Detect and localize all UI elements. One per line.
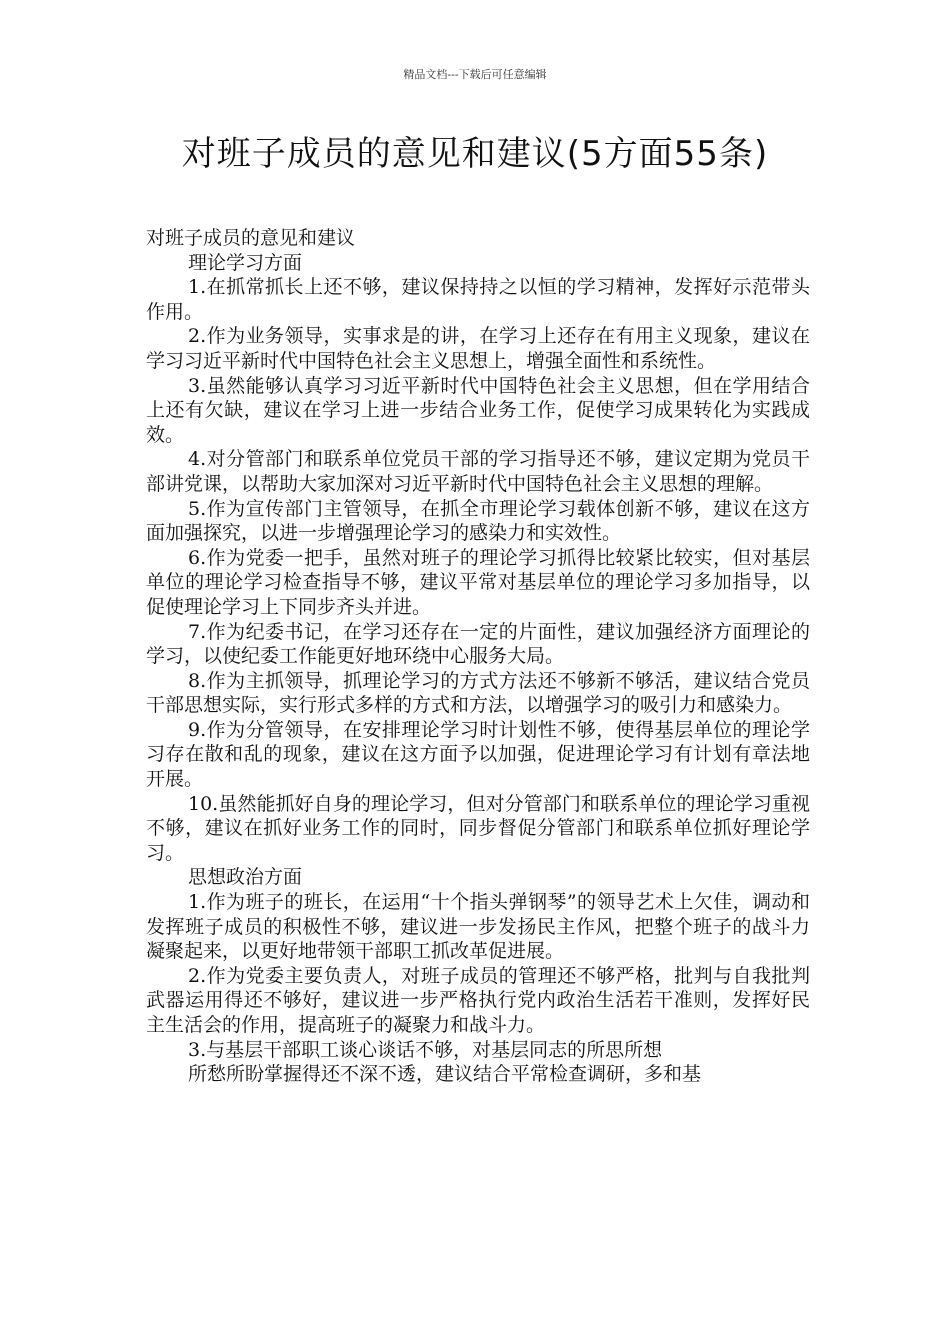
list-item: 所愁所盼掌握得还不深不透，建议结合平常检查调研，多和基 — [188, 1063, 702, 1086]
list-item: 3.虽然能够认真学习习近平新时代中国特色社会主义思想，但在学用结合上还有欠缺，建议在学习上进一步结合业务工作，促使学习成果转化为实践成效。 — [146, 374, 810, 446]
document-title: 对班子成员的意见和建议(5方面55条) — [181, 134, 769, 174]
list-item: 1.在抓常抓长上还不够，建议保持持之以恒的学习精神，发挥好示范带头作用。 — [146, 276, 810, 323]
list-item: 2.作为业务领导，实事求是的讲，在学习上还存在有用主义现象，建议在学习习近平新时代中国特色社会主义思想上，增强全面性和系统性。 — [146, 325, 810, 372]
list-item: 5.作为宣传部门主管领导，在抓全市理论学习载体创新不够，建议在这方面加强探究，以进一步增强理论学习的感染力和实效性。 — [146, 497, 810, 545]
section-heading-political: 思想政治方面 — [188, 866, 303, 889]
list-item: 9.作为分管领导，在安排理论学习时计划性不够，使得基层单位的理论学习存在散和乱的现象，建议在这方面予以加强，促进理论学习有计划有章法地开展。 — [146, 718, 810, 791]
section-heading-theory: 理论学习方面 — [188, 251, 303, 274]
list-item: 10.虽然能抓好自身的理论学习，但对分管部门和联系单位的理论学习重视不够，建议在抓好业务工作的同时，同步督促分管部门和联系单位抓好理论学习。 — [146, 792, 810, 864]
list-item: 8.作为主抓领导，抓理论学习的方式方法还不够新不够活，建议结合党员干部思想实际，实行形式多样的方式和方法，以增强学习的吸引力和感染力。 — [146, 669, 810, 717]
header-note: 精品文档---下载后可任意编辑 — [403, 68, 547, 81]
list-item: 7.作为纪委书记，在学习还存在一定的片面性，建议加强经济方面理论的学习，以使纪委工作能更好地环绕中心服务大局。 — [146, 620, 810, 668]
list-item: 2.作为党委主要负责人，对班子成员的管理还不够严格，批判与自我批判武器运用得还不够好，建议进一步严格执行党内政治生活若干准则，发挥好民主生活会的作用，提高班子的凝聚力和战斗力。 — [146, 964, 810, 1036]
list-item: 4.对分管部门和联系单位党员干部的学习指导还不够，建议定期为党员干部讲党课，以帮助大家加深对习近平新时代中国特色社会主义思想的理解。 — [146, 448, 810, 495]
list-item: 6.作为党委一把手，虽然对班子的理论学习抓得比较紧比较实，但对基层单位的理论学习检查指导不够，建议平常对基层单位的理论学习多加指导，以促使理论学习上下同步齐头并进。 — [146, 546, 810, 618]
list-item: 1.作为班子的班长，在运用“十个指头弹钢琴”的领导艺术上欠佳，调动和发挥班子成员的积极性不够，建议进一步发扬民主作风，把整个班子的战斗力凝聚起来，以更好地带领干部职工抓改革促进展。 — [146, 891, 810, 963]
document-body — [146, 226, 810, 1087]
intro-line: 对班子成员的意见和建议 — [146, 227, 356, 249]
list-item: 3.与基层干部职工谈心谈话不够，对基层同志的所思所想 — [188, 1038, 663, 1061]
